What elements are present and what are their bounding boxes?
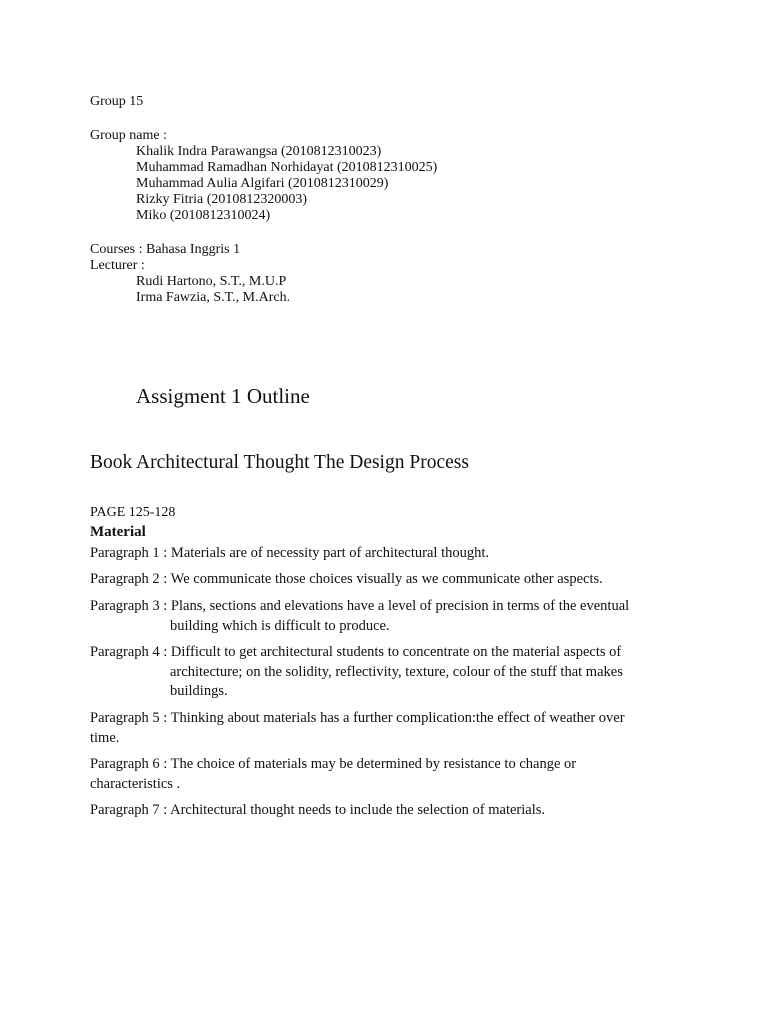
lecturer-label: Lecturer : xyxy=(90,258,145,273)
paragraph-first-line: Paragraph 6 : The choice of materials may be determined by resistance to change or xyxy=(90,756,577,772)
courses-line: Courses : Bahasa Inggris 1 xyxy=(90,242,241,257)
paragraph-item xyxy=(90,801,660,821)
paragraph-continuation-line: architecture; on the solidity, reflectivity, texture, colour of the stuff that makes xyxy=(170,663,623,680)
member-item: Rizky Fitria (2010812320003) xyxy=(136,192,308,207)
member-item: Miko (2010812310024) xyxy=(136,208,271,223)
group-name-label: Group name : xyxy=(90,128,167,143)
paragraph-continuation-line: buildings. xyxy=(170,683,228,699)
member-item: Muhammad Ramadhan Norhidayat (2010812310025) xyxy=(136,160,438,175)
lecturer-item: Irma Fawzia, S.T., M.Arch. xyxy=(136,290,291,305)
paragraph-item xyxy=(90,544,660,564)
paragraph-item xyxy=(90,570,660,590)
paragraph-first-line: Paragraph 1 : Materials are of necessity part of architectural thought. xyxy=(90,545,489,561)
book-title: Book Architectural Thought The Design Process xyxy=(90,452,469,473)
member-item: Muhammad Aulia Algifari (2010812310029) xyxy=(136,176,389,191)
paragraph-first-line: Paragraph 7 : Architectural thought needs to include the selection of materials. xyxy=(90,802,545,818)
member-item: Khalik Indra Parawangsa (2010812310023) xyxy=(136,144,382,159)
paragraph-continuation-line: characteristics . xyxy=(90,775,181,792)
paragraph-continuation-line: building which is difficult to produce. xyxy=(170,617,390,634)
paragraph-first-line: Paragraph 3 : Plans, sections and elevations have a level of precision in terms of the eventual xyxy=(90,598,630,614)
page-range: PAGE 125-128 xyxy=(90,505,176,520)
paragraph-item xyxy=(90,643,660,702)
paragraph-first-line: Paragraph 5 : Thinking about materials has a further complication:the effect of weather over xyxy=(90,710,625,726)
lecturer-item: Rudi Hartono, S.T., M.U.P xyxy=(136,274,287,289)
paragraph-item xyxy=(90,709,660,748)
paragraph-first-line: Paragraph 4 : Difficult to get architectural students to concentrate on the material aspects of xyxy=(90,644,622,660)
section-heading: Material xyxy=(90,524,146,540)
paragraph-item xyxy=(90,755,660,794)
paragraph-continuation-line: time. xyxy=(90,729,120,746)
paragraph-first-line: Paragraph 2 : We communicate those choices visually as we communicate other aspects. xyxy=(90,571,603,587)
paragraph-item xyxy=(90,597,660,636)
group-label: Group 15 xyxy=(90,94,144,109)
assignment-title: Assigment 1 Outline xyxy=(136,384,310,408)
